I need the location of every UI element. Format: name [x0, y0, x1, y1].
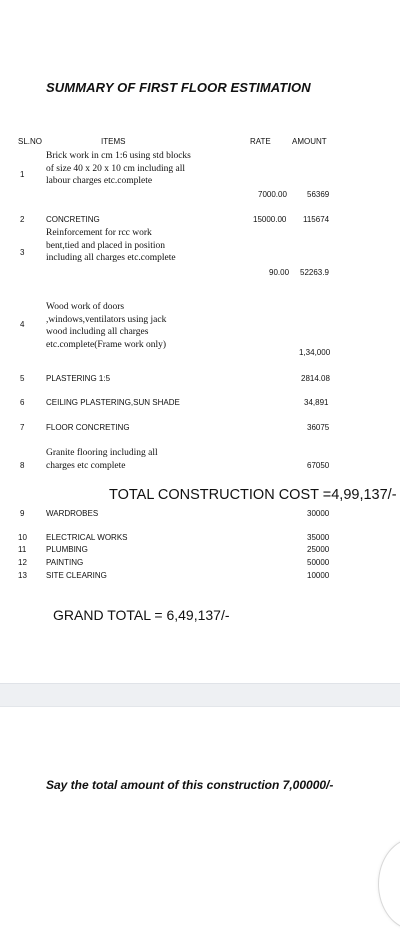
- row-9-amount: 30000: [307, 509, 330, 518]
- row-10-no: 10: [18, 533, 27, 542]
- row-6-no: 6: [20, 398, 25, 407]
- row-1-rate: 7000.00: [258, 190, 287, 199]
- row-7-no: 7: [20, 423, 25, 432]
- row-5-item: PLASTERING 1:5: [46, 374, 111, 383]
- header-rate: RATE: [250, 137, 271, 146]
- row-11-amount: 25000: [307, 545, 330, 554]
- row-9-item: WARDROBES: [46, 509, 99, 518]
- row-7-item: FLOOR CONCRETING: [46, 423, 130, 432]
- row-6-item: CEILING PLASTERING,SUN SHADE: [46, 398, 180, 407]
- row-8-amount: 67050: [307, 461, 330, 470]
- row-3-no: 3: [20, 248, 25, 257]
- row-2-rate: 15000.00: [253, 215, 287, 224]
- row-3-item: Reinforcement for rcc work bent,tied and placed in position including all charges etc.complete: [46, 228, 176, 263]
- header-amount: AMOUNT: [292, 137, 327, 146]
- row-6-amount: 34,891: [304, 398, 329, 407]
- row-7-amount: 36075: [307, 423, 330, 432]
- row-4-item: Wood work of doors ,windows,ventilators using jack wood including all charges etc.complete(Frame work only): [46, 302, 167, 350]
- row-4-no: 4: [20, 320, 25, 329]
- say-total: Say the total amount of this construction 7,00000/-: [46, 778, 334, 792]
- header-items: ITEMS: [101, 137, 126, 146]
- row-1-amount: 56369: [307, 190, 330, 199]
- row-5-amount: 2814.08: [301, 374, 330, 383]
- row-2-no: 2: [20, 215, 25, 224]
- corner-overlay: [378, 838, 400, 930]
- row-2-item: CONCRETING: [46, 215, 100, 224]
- row-8-item: Granite flooring including all charges etc complete: [46, 448, 158, 471]
- row-12-amount: 50000: [307, 558, 330, 567]
- row-9-no: 9: [20, 509, 25, 518]
- row-12-item: PAINTING: [46, 558, 84, 567]
- row-11-item: PLUMBING: [46, 545, 88, 554]
- total-construction-cost: TOTAL CONSTRUCTION COST =4,99,137/-: [109, 487, 397, 503]
- row-3-amount: 52263.9: [300, 268, 329, 277]
- row-8-no: 8: [20, 461, 25, 470]
- row-12-no: 12: [18, 558, 27, 567]
- row-10-item: ELECTRICAL WORKS: [46, 533, 128, 542]
- row-1-no: 1: [20, 170, 25, 179]
- row-13-no: 13: [18, 571, 27, 580]
- row-3-rate: 90.00: [269, 268, 290, 277]
- row-11-no: 11: [18, 545, 27, 554]
- page-separator: [0, 683, 400, 707]
- row-2-amount: 115674: [303, 215, 330, 224]
- row-1-item: Brick work in cm 1:6 using std blocks of size 40 x 20 x 10 cm including all labour charges etc.complete: [46, 151, 191, 186]
- row-10-amount: 35000: [307, 533, 330, 542]
- grand-total: GRAND TOTAL = 6,49,137/-: [53, 607, 230, 623]
- row-5-no: 5: [20, 374, 25, 383]
- row-13-item: SITE CLEARING: [46, 571, 107, 580]
- row-13-amount: 10000: [307, 571, 330, 580]
- page-title: SUMMARY OF FIRST FLOOR ESTIMATION: [46, 80, 311, 95]
- header-slno: SL.NO: [18, 137, 43, 146]
- row-4-amount: 1,34,000: [299, 348, 331, 357]
